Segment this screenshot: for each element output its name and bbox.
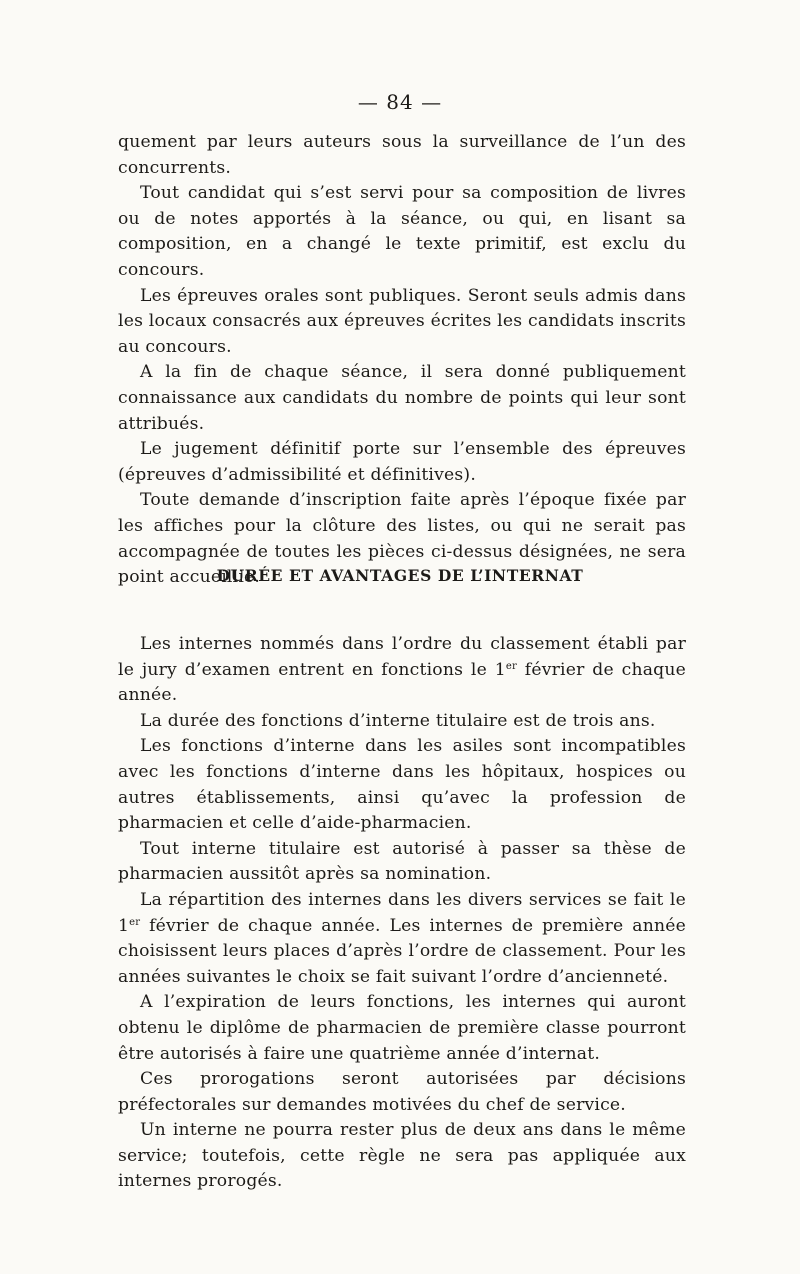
paragraph-text: février de chaque année. Les internes de première année choisissent leurs places d’après l’ordre de classement. Pour les années suivantes le choix se fait suivant l’ordre d’ancienneté. (118, 915, 686, 987)
superscript: er (505, 660, 517, 672)
section-body-candidacy (118, 130, 686, 591)
paragraph: Les fonctions d’interne dans les asiles sont incompatibles avec les fonctions d’interne dans les hôpitaux, hospices ou autres établissements, ainsi qu’avec la profession de pharmacien et celle d’aide-pharmacien. (118, 736, 686, 834)
page-number: — 84 — (357, 90, 443, 114)
paragraph: Tout candidat qui s’est servi pour sa composition de livres ou de notes apportés à la séance, ou qui, en lisant sa composition, en a changé le texte primitif, est exclu du concours. (118, 183, 686, 280)
paragraph: A la fin de chaque séance, il sera donné publiquement connaissance aux candidats du nombre de points qui leur sont attribués. (118, 362, 686, 434)
paragraph: Toute demande d’inscription faite après l’époque fixée par les affiches pour la clôture des listes, ou qui ne serait pas accompagnée de toutes les pièces ci-dessus désignées, ne sera point accueillie. (118, 490, 686, 588)
paragraph (118, 888, 686, 990)
paragraph: Le jugement définitif porte sur l’ensemble des épreuves (épreuves d’admissibilité et définitives). (118, 439, 686, 485)
paragraph-text: Les internes nommés dans l’ordre du classement établi par le jury d’examen entrent en fonctions le 1 (118, 634, 686, 680)
section-body-internat (118, 632, 686, 1195)
paragraph: quement par leurs auteurs sous la surveillance de l’un des concurrents. (118, 132, 686, 178)
section-heading: DURÉE ET AVANTAGES DE L’INTERNAT (216, 566, 584, 585)
paragraph: Les épreuves orales sont publiques. Seront seuls admis dans les locaux consacrés aux épreuves écrites les candidats inscrits au concours. (118, 285, 686, 357)
paragraph (118, 632, 686, 709)
paragraph-text: février de chaque année. (118, 659, 687, 706)
paragraph: Tout interne titulaire est autorisé à passer sa thèse de pharmacien aussitôt après sa nomination. (118, 838, 686, 885)
paragraph: Ces prorogations seront autorisées par décisions préfectorales sur demandes motivées du chef de service. (118, 1069, 686, 1115)
paragraph: Un interne ne pourra rester plus de deux ans dans le même service; toutefois, cette règle ne sera pas appliquée aux internes prorogés. (118, 1120, 686, 1192)
superscript: er (129, 916, 141, 928)
paragraph-text: La répartition des internes dans les divers services se fait le 1 (118, 889, 686, 936)
paragraph: A l’expiration de leurs fonctions, les internes qui auront obtenu le diplôme de pharmacien de première classe pourront être autorisés à faire une quatrième année d’internat. (118, 992, 686, 1064)
paragraph: La durée des fonctions d’interne titulaire est de trois ans. (140, 710, 656, 731)
